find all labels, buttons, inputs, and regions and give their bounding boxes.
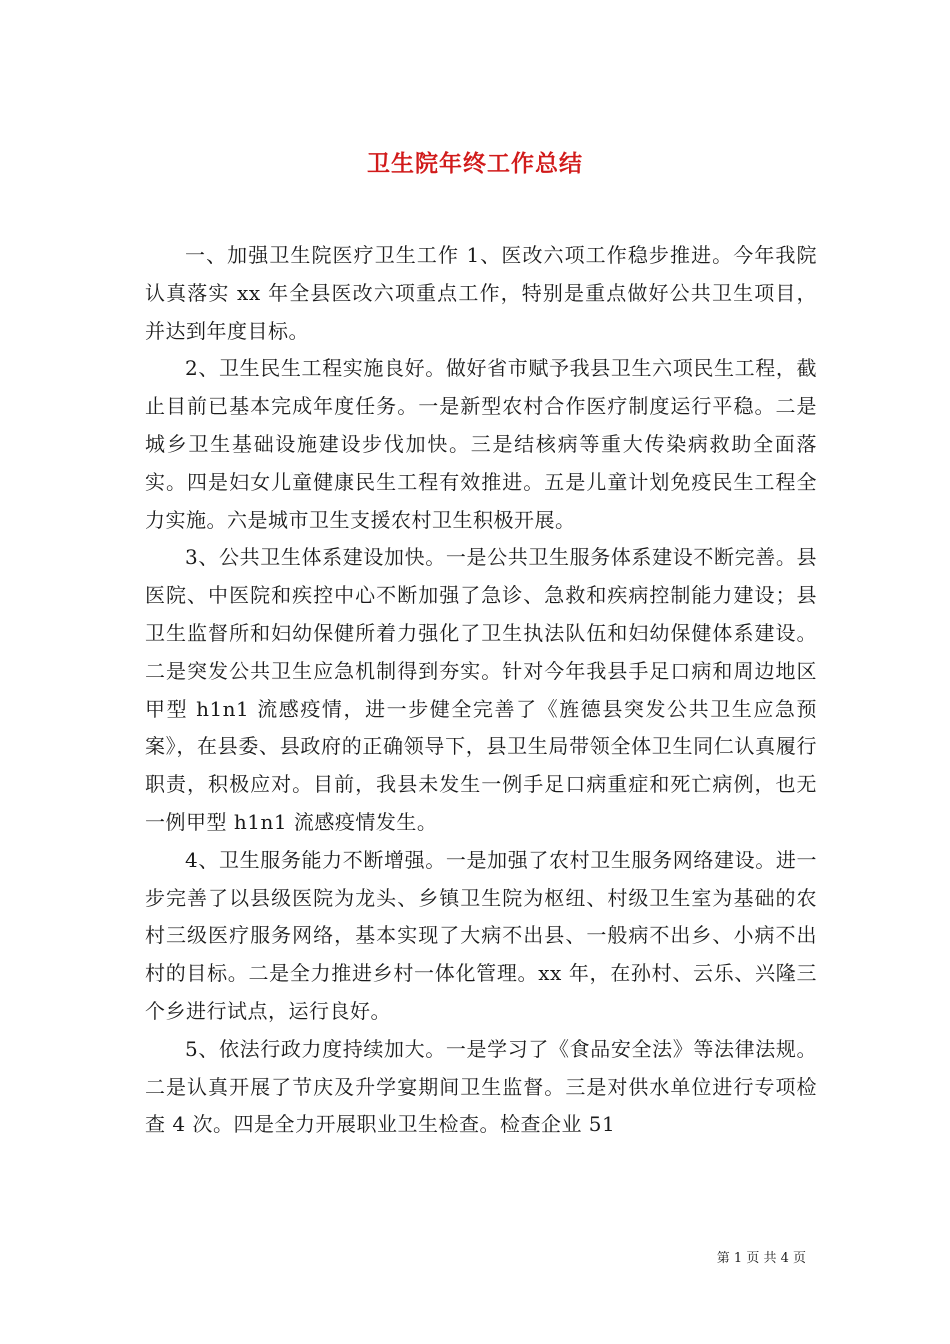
page-number-footer: 第 1 页 共 4 页	[716, 1251, 806, 1266]
paragraph-4: 4、卫生服务能力不断增强。一是加强了农村卫生服务网络建设。进一步完善了以县级医院为龙头、乡镇卫生院为枢纽、村级卫生室为基础的农村三级医疗服务网络，基本实现了大病不出县、一般病不出乡、小病不出村的目标。二是全力推进乡村一体化管理。xx 年，在孙村、云乐、兴隆三个乡进行试点，运行良好。	[145, 847, 817, 1023]
paragraph-5: 5、依法行政力度持续加大。一是学习了《食品安全法》等法律法规。二是认真开展了节庆及升学宴期间卫生监督。三是对供水单位进行专项检查 4 次。四是全力开展职业卫生检查。检查企业 51	[145, 1036, 817, 1137]
paragraph-1: 一、加强卫生院医疗卫生工作 1、医改六项工作稳步推进。今年我院认真落实 xx 年全县医改六项重点工作，特别是重点做好公共卫生项目，并达到年度目标。	[145, 243, 817, 343]
paragraph-3: 3、公共卫生体系建设加快。一是公共卫生服务体系建设不断完善。县医院、中医院和疾控中心不断加强了急诊、急救和疾病控制能力建设；县卫生监督所和妇幼保健所着力强化了卫生执法队伍和妇幼保健体系建设。二是突发公共卫生应急机制得到夯实。针对今年我县手足口病和周边地区甲型 h1n1 流感疫情，进一步健全完善了《旌德县突发公共卫生应急预案》，在县委、县政府的正确领导下，县卫生局带领全体卫生同仁认真履行职责，积极应对。目前，我县未发生一例手足口病重症和死亡病例，也无一例甲型 h1n1 流感疫情发生。	[145, 545, 817, 834]
paragraph-2: 2、卫生民生工程实施良好。做好省市赋予我县卫生六项民生工程，截止目前已基本完成年度任务。一是新型农村合作医疗制度运行平稳。二是城乡卫生基础设施建设步伐加快。三是结核病等重大传染病救助全面落实。四是妇女儿童健康民生工程有效推进。五是儿童计划免疫民生工程全力实施。六是城市卫生支援农村卫生积极开展。	[145, 356, 817, 532]
document-body	[145, 237, 817, 1144]
document-title: 卫生院年终工作总结	[367, 151, 583, 178]
